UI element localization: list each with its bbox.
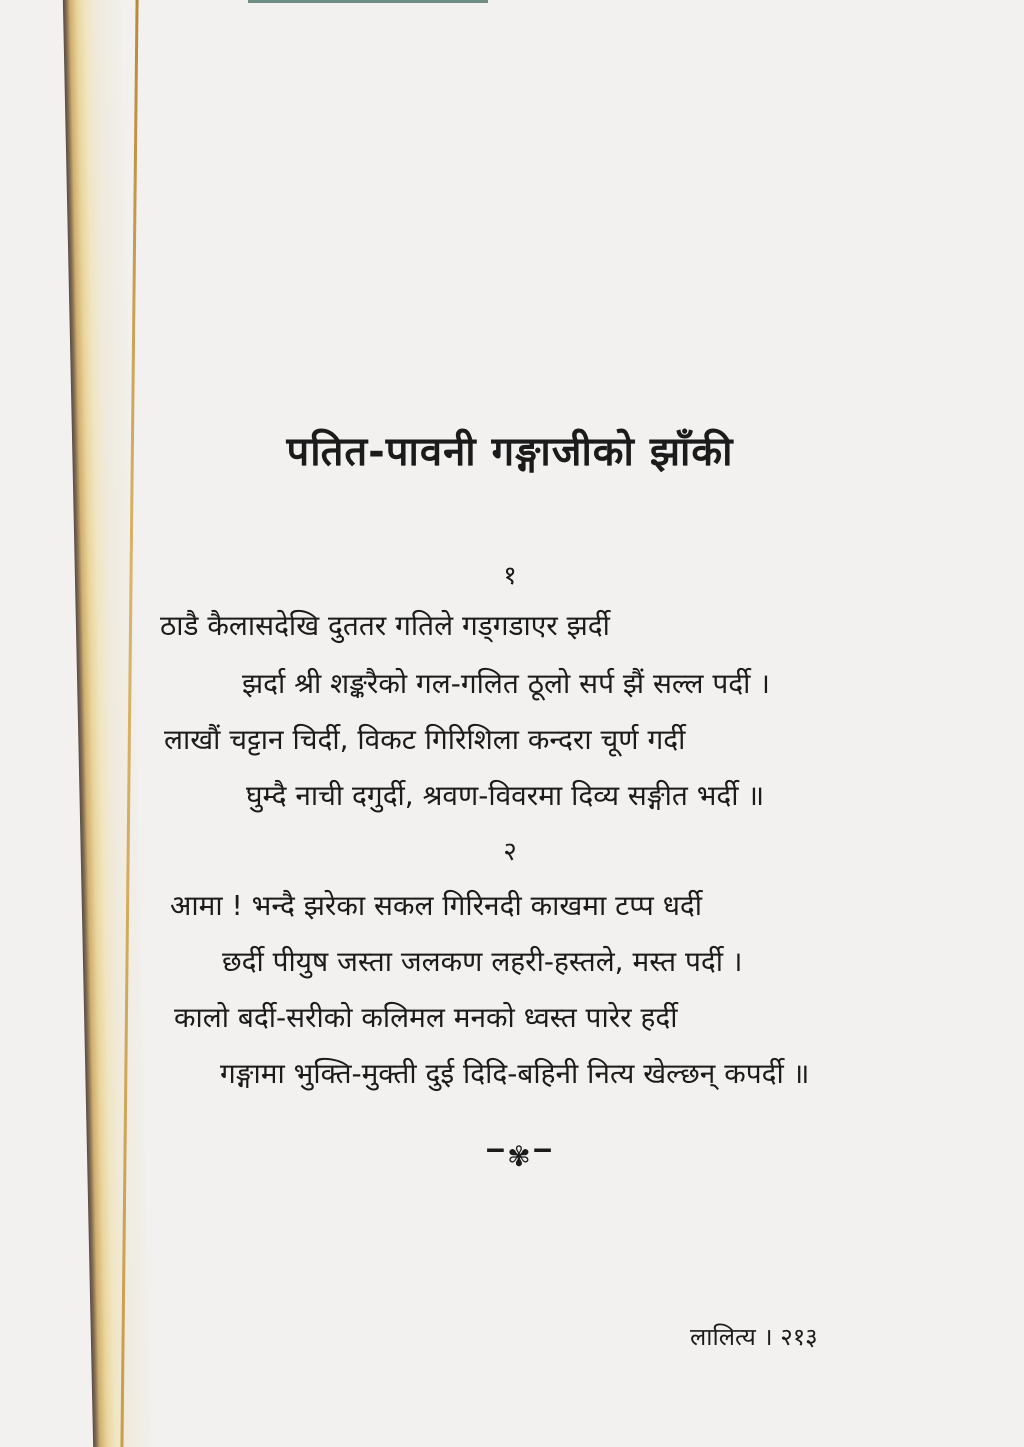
stanza-1-line-2: झर्दा श्री शङ्करैको गल-गलित ठूलो सर्प झैं सल्ल पर्दी । [242, 667, 770, 700]
stanza-number-2: २ [503, 837, 517, 867]
book-binding-edge [63, 0, 151, 1447]
stanza-2-line-4: गङ्गामा भुक्ति-मुक्ती दुई दिदि-बहिनी नित्य खेल्छन् कपर्दी ॥ [220, 1057, 810, 1090]
top-rule [248, 0, 488, 3]
decorative-ornament: ꣻ✾ꣻ [485, 1140, 555, 1173]
stanza-number-1: १ [503, 561, 517, 591]
stanza-1-line-3: लाखौं चट्टान चिर्दी, विकट गिरिशिला कन्दरा चूर्ण गर्दी [164, 723, 686, 756]
stanza-2-line-2: छर्दी पीयुष जस्ता जलकण लहरी-हस्तले, मस्त पर्दी । [222, 945, 743, 978]
stanza-2-line-1: आमा ! भन्दै झरेका सकल गिरिनदी काखमा टप्प धर्दी [170, 889, 703, 922]
stanza-1-line-4: घुम्दै नाची दगुर्दी, श्रवण-विवरमा दिव्य सङ्गीत भर्दी ॥ [246, 779, 765, 812]
stanza-1-line-1: ठाडै कैलासदेखि दुततर गतिले गड्गडाएर झर्दी [160, 609, 610, 642]
page-footer: लालित्य । २१३ [690, 1323, 818, 1351]
stanza-2-line-3: कालो बर्दी-सरीको कलिमल मनको ध्वस्त पारेर हर्दी [174, 1001, 678, 1034]
poem-title: पतित-पावनी गङ्गाजीको झाँकी [286, 429, 734, 475]
